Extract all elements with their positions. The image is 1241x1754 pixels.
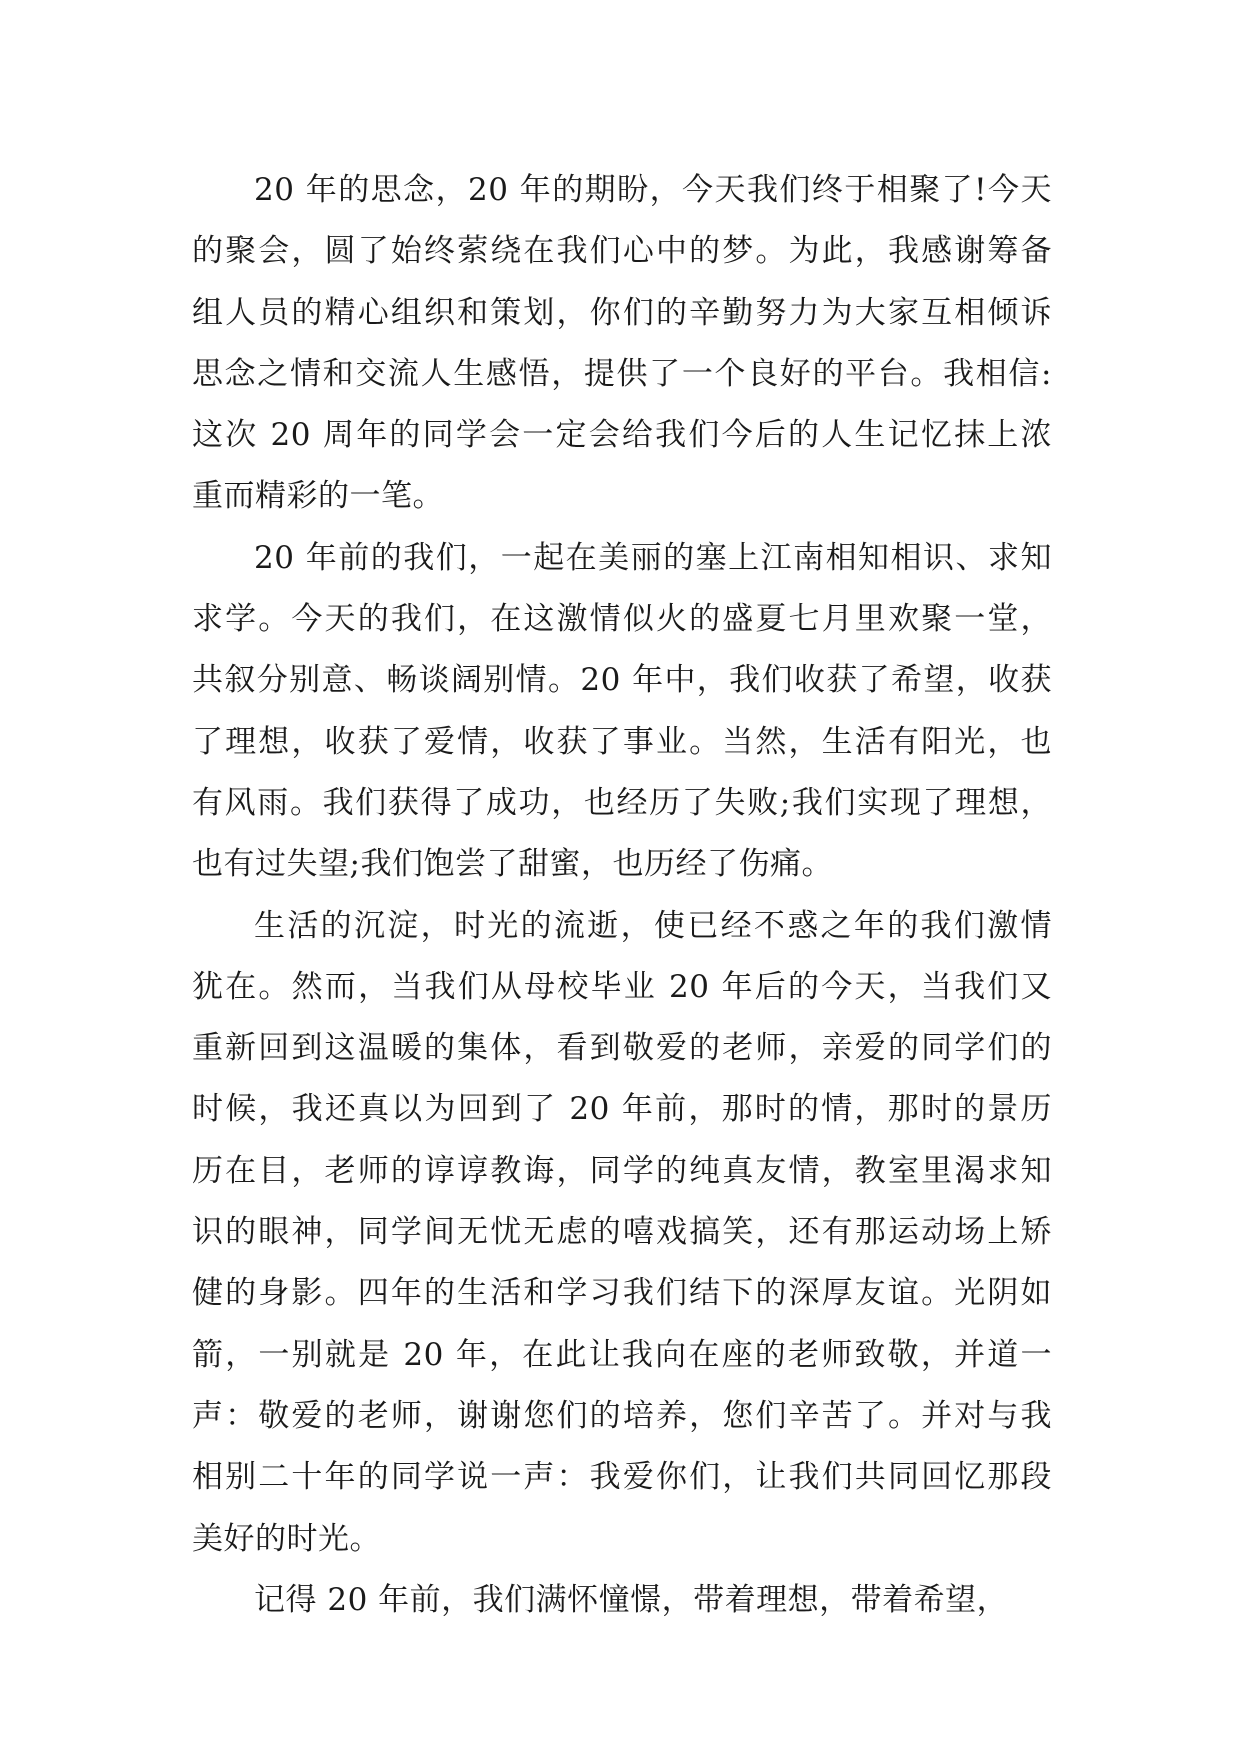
paragraph-3 — [192, 896, 1052, 1570]
text-line: 时候，我还真以为回到了 20 年前，那时的情，那时的景历 — [192, 1091, 1052, 1128]
text-line: 箭，一别就是 20 年，在此让我向在座的老师致敬，并道一 — [192, 1336, 1052, 1373]
text-line: 生活的沉淀，时光的流逝，使已经不惑之年的我们激情 — [254, 907, 1052, 944]
text-line: 美好的时光。 — [192, 1520, 381, 1557]
text-line: 组人员的精心组织和策划，你们的辛勤努力为大家互相倾诉 — [192, 294, 1052, 331]
text-line: 声：敬爱的老师，谢谢您们的培养，您们辛苦了。并对与我 — [192, 1397, 1052, 1434]
text-line: 这次 20 周年的同学会一定会给我们今后的人生记忆抹上浓 — [192, 417, 1052, 454]
text-line: 历在目，老师的谆谆教诲，同学的纯真友情，教室里渴求知 — [192, 1152, 1052, 1189]
text-line: 健的身影。四年的生活和学习我们结下的深厚友谊。光阴如 — [192, 1275, 1052, 1312]
text-line: 重新回到这温暖的集体，看到敬爱的老师，亲爱的同学们的 — [192, 1030, 1052, 1067]
text-line: 犹在。然而，当我们从母校毕业 20 年后的今天，当我们又 — [192, 968, 1052, 1005]
paragraph-4 — [192, 1570, 1052, 1631]
text-line: 识的眼神，同学间无忧无虑的嘻戏搞笑，还有那运动场上矫 — [192, 1214, 1052, 1251]
text-line: 也有过失望;我们饱尝了甜蜜，也历经了伤痛。 — [192, 846, 833, 883]
text-line: 有风雨。我们获得了成功，也经历了失败;我们实现了理想， — [192, 784, 1052, 821]
text-line: 思念之情和交流人生感悟，提供了一个良好的平台。我相信: — [192, 355, 1052, 392]
text-line: 求学。今天的我们，在这激情似火的盛夏七月里欢聚一堂， — [192, 601, 1052, 638]
text-line: 相别二十年的同学说一声：我爱你们，让我们共同回忆那段 — [192, 1459, 1052, 1496]
text-line: 20 年前的我们，一起在美丽的塞上江南相知相识、求知 — [254, 539, 1052, 576]
text-line: 了理想，收获了爱情，收获了事业。当然，生活有阳光，也 — [192, 723, 1052, 760]
text-line: 20 年的思念，20 年的期盼，今天我们终于相聚了!今天 — [254, 172, 1052, 208]
text-line: 共叙分别意、畅谈阔别情。20 年中，我们收获了希望，收获 — [192, 662, 1052, 699]
text-line: 重而精彩的一笔。 — [192, 478, 444, 515]
paragraph-2 — [192, 528, 1052, 896]
paragraph-1 — [192, 160, 1052, 528]
text-line: 记得 20 年前，我们满怀憧憬，带着理想，带着希望， — [254, 1581, 1009, 1618]
text-line: 的聚会，圆了始终萦绕在我们心中的梦。为此，我感谢筹备 — [192, 233, 1052, 270]
document-body — [192, 160, 1052, 1631]
